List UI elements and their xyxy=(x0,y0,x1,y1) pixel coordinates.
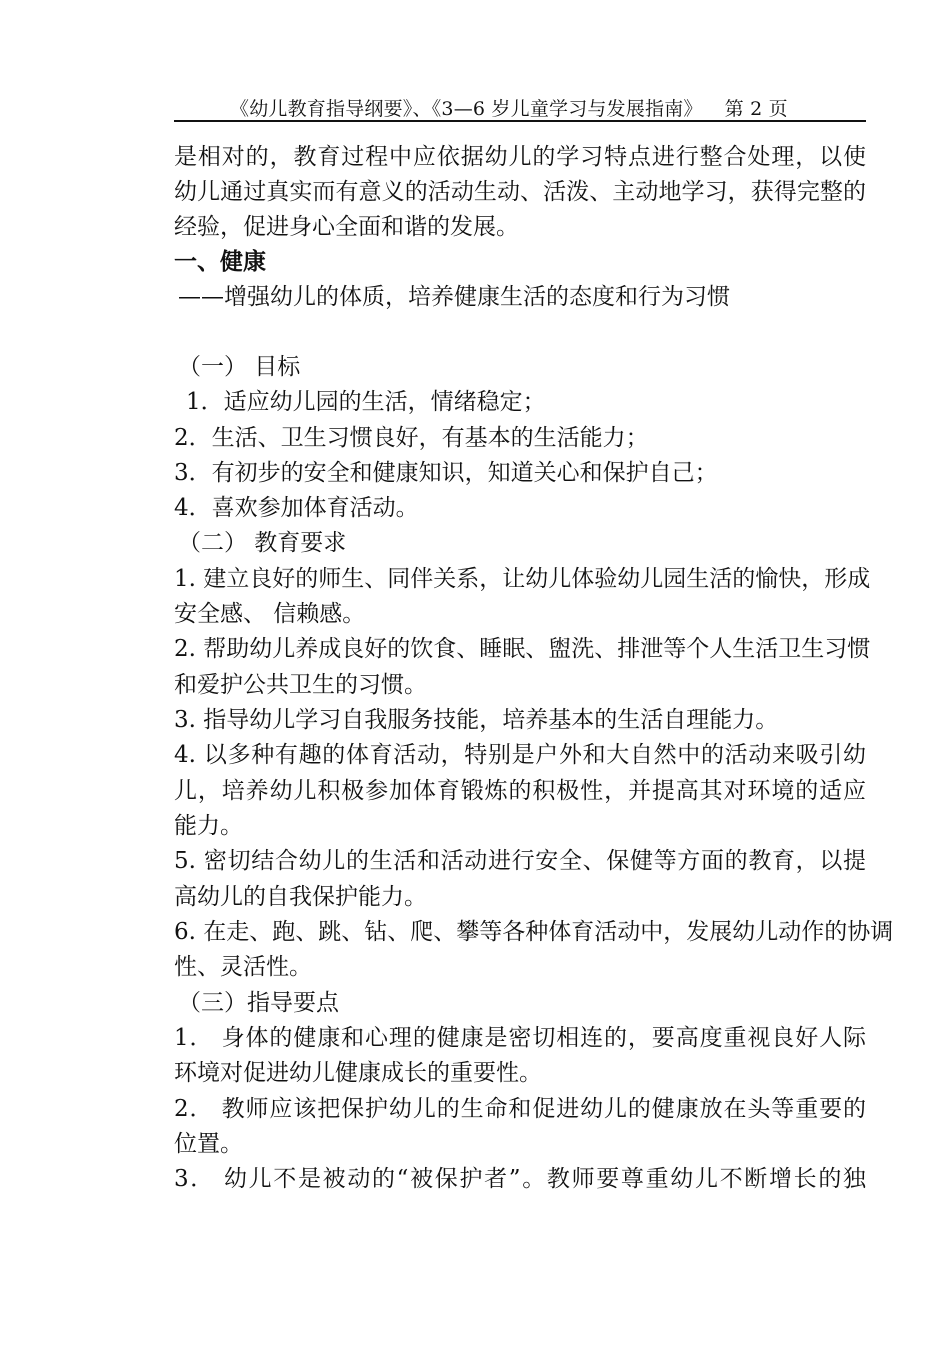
page-header xyxy=(174,92,866,122)
requirement-line-10: 高幼儿的自我保护能力。 xyxy=(174,884,427,910)
goal-item-3: 3．有初步的安全和健康知识，知道关心和保护自己； xyxy=(174,460,718,486)
guidance-line-1: 1． 身体的健康和心理的健康是密切相连的，要高度重视良好人际 xyxy=(174,1025,866,1051)
guidance-line-2: 环境对促进幼儿健康成长的重要性。 xyxy=(174,1060,542,1086)
requirement-line-6: 4. 以多种有趣的体育活动，特别是户外和大自然中的活动来吸引幼 xyxy=(174,742,866,768)
header-page-number: 第 2 页 xyxy=(724,98,788,120)
requirement-line-4: 和爱护公共卫生的习惯。 xyxy=(174,672,427,698)
section-title: 一、健康 xyxy=(174,249,266,275)
requirement-line-2: 安全感、 信赖感。 xyxy=(174,601,366,627)
guidance-line-5: 3． 幼儿不是被动的“被保护者”。教师要尊重幼儿不断增长的独 xyxy=(174,1166,866,1192)
requirement-line-3: 2. 帮助幼儿养成良好的饮食、睡眠、盥洗、排泄等个人生活卫生习惯 xyxy=(174,636,871,662)
requirement-line-9: 5. 密切结合幼儿的生活和活动进行安全、保健等方面的教育，以提 xyxy=(174,848,866,874)
requirement-line-5: 3. 指导幼儿学习自我服务技能，培养基本的生活自理能力。 xyxy=(174,707,779,733)
requirement-line-12: 性、灵活性。 xyxy=(174,954,312,980)
requirement-line-11: 6. 在走、跑、跳、钻、爬、攀等各种体育活动中，发展幼儿动作的协调 xyxy=(174,919,894,945)
requirement-line-1: 1. 建立良好的师生、同伴关系，让幼儿体验幼儿园生活的愉快，形成 xyxy=(174,566,871,592)
goal-item-4: 4．喜欢参加体育活动。 xyxy=(174,495,419,521)
intro-line-2: 幼儿通过真实而有意义的活动生动、活泼、主动地学习，获得完整的 xyxy=(174,179,866,205)
header-title: 《幼儿教育指导纲要》、《3—6 岁儿童学习与发展指南》 xyxy=(230,98,703,120)
requirements-heading: （二） 教育要求 xyxy=(178,530,347,556)
section-subtitle: ——增强幼儿的体质，培养健康生活的态度和行为习惯 xyxy=(178,284,730,310)
intro-line-3: 经验，促进身心全面和谐的发展。 xyxy=(174,214,519,240)
goals-heading: （一） 目标 xyxy=(178,354,301,380)
guidance-line-3: 2． 教师应该把保护幼儿的生命和促进幼儿的健康放在头等重要的 xyxy=(174,1096,866,1122)
goal-item-2: 2．生活、卫生习惯良好，有基本的生活能力； xyxy=(174,425,649,451)
requirement-line-8: 能力。 xyxy=(174,813,243,839)
intro-line-1: 是相对的，教育过程中应依据幼儿的学习特点进行整合处理，以使 xyxy=(174,144,866,170)
guidance-heading: （三）指导要点 xyxy=(178,990,339,1016)
header-text xyxy=(230,94,788,121)
requirement-line-7: 儿，培养幼儿积极参加体育锻炼的积极性，并提高其对环境的适应 xyxy=(174,778,866,804)
guidance-line-4: 位置。 xyxy=(174,1131,243,1157)
goal-item-1: 1．适应幼儿园的生活，情绪稳定； xyxy=(186,389,546,415)
